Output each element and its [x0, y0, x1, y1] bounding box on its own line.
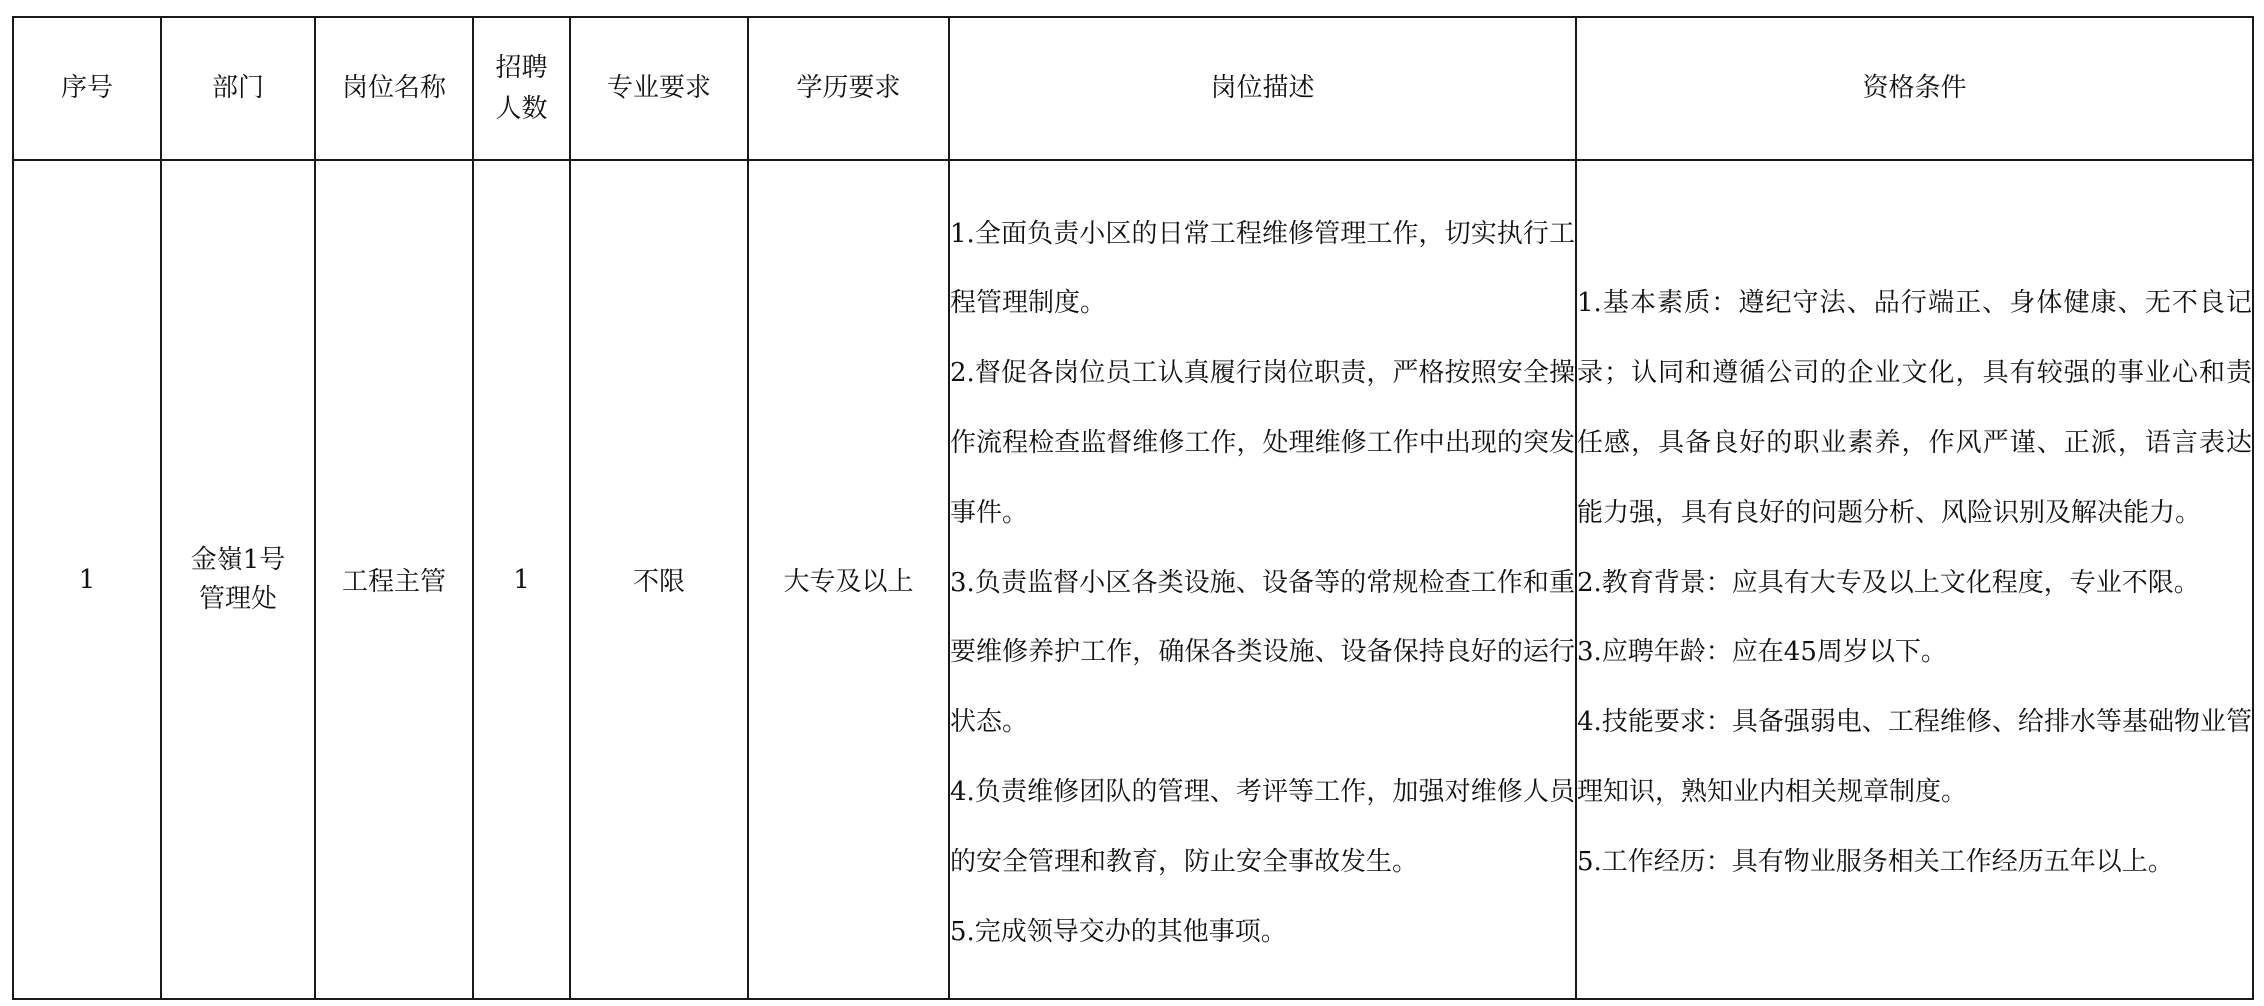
job-posting-table — [12, 16, 2254, 1000]
qualification-item-4: 4.技能要求：具备强弱电、工程维修、给排水等基础物业管理知识，熟知业内相关规章制度。 — [1577, 707, 2252, 807]
cell-headcount: 1 — [473, 160, 570, 999]
header-education: 学历要求 — [748, 17, 949, 160]
header-department: 部门 — [161, 17, 315, 160]
cell-department-line1: 金嶺1号 — [190, 544, 286, 575]
cell-major: 不限 — [570, 160, 748, 999]
qualification-item-2: 2.教育背景：应具有大专及以上文化程度，专业不限。 — [1577, 567, 2200, 598]
description-item-2: 2.督促各岗位员工认真履行岗位职责，严格按照安全操作流程检查监督维修工作，处理维修工作中出现的突发事件。 — [950, 358, 1575, 528]
cell-position: 工程主管 — [315, 160, 473, 999]
description-item-1: 1.全面负责小区的日常工程维修管理工作，切实执行工程管理制度。 — [950, 218, 1575, 319]
header-qualifications: 资格条件 — [1576, 17, 2253, 160]
header-headcount-line1: 招聘 — [495, 53, 548, 84]
cell-education: 大专及以上 — [748, 160, 949, 999]
qualification-item-3: 3.应聘年龄：应在45周岁以下。 — [1577, 637, 1947, 668]
cell-department — [161, 160, 315, 999]
header-headcount-line2: 人数 — [495, 93, 548, 124]
header-headcount — [473, 17, 570, 160]
header-position: 岗位名称 — [315, 17, 473, 160]
cell-qualifications — [1576, 160, 2253, 999]
description-item-5: 5.完成领导交办的其他事项。 — [950, 916, 1287, 947]
header-description: 岗位描述 — [949, 17, 1576, 160]
qualification-item-5: 5.工作经历：具有物业服务相关工作经历五年以上。 — [1577, 846, 2174, 877]
table-row — [13, 160, 2253, 999]
description-item-4: 4.负责维修团队的管理、考评等工作，加强对维修人员的安全管理和教育，防止安全事故发生。 — [950, 776, 1575, 877]
header-row — [13, 17, 2253, 160]
qualification-item-1: 1.基本素质：遵纪守法、品行端正、身体健康、无不良记录；认同和遵循公司的企业文化，具有较强的事业心和责任感，具备良好的职业素养，作风严谨、正派，语言表达能力强，具有良好的问题分析、风险识别及解决能力。 — [1577, 288, 2252, 528]
header-seq: 序号 — [13, 17, 161, 160]
cell-description — [949, 160, 1576, 999]
cell-department-line2: 管理处 — [198, 583, 277, 614]
header-major: 专业要求 — [570, 17, 748, 160]
description-item-3: 3.负责监督小区各类设施、设备等的常规检查工作和重要维修养护工作，确保各类设施、设备保持良好的运行状态。 — [950, 567, 1575, 738]
cell-seq: 1 — [13, 160, 161, 999]
